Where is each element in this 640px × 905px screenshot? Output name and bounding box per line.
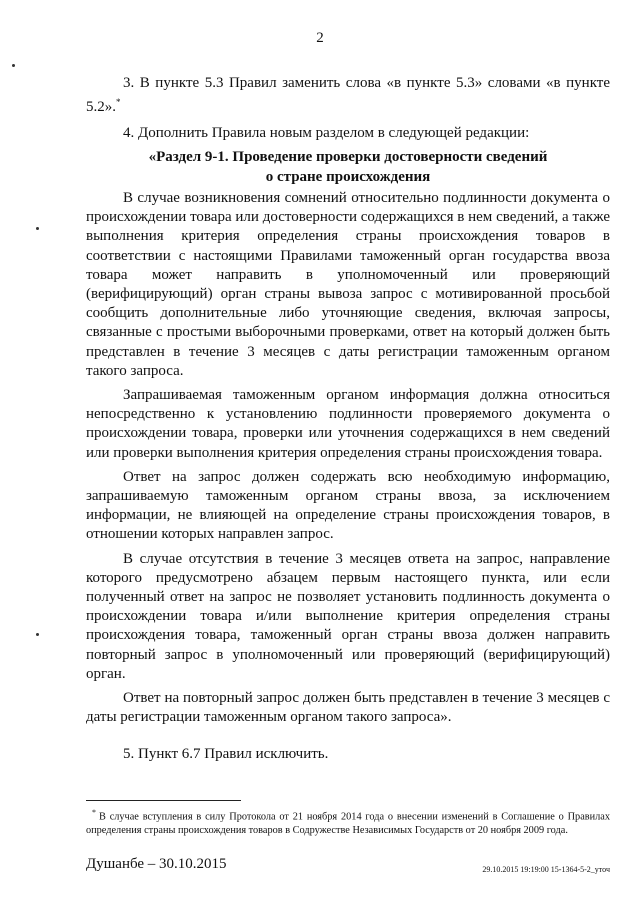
paragraph-3: Ответ на запрос должен содержать всю необходимую информацию, запрашиваемую таможенным органом страны ввоза, за исключением информации, не влияющей на определение страны происхождения товаров, в отношении которых направлен запрос. [86, 468, 610, 543]
footnote-mark: * [92, 808, 96, 817]
page-number: 2 [316, 30, 324, 46]
footnote [86, 806, 610, 837]
scan-speck [36, 633, 39, 636]
item-5 [86, 745, 610, 764]
paragraph-5: Ответ на повторный запрос должен быть представлен в течение 3 месяцев с даты регистрации таможенным органом такого запроса». [86, 690, 610, 726]
scan-speck [36, 227, 39, 230]
item-4 [86, 124, 610, 143]
item-4-text: 4. Дополнить Правила новым разделом в следующей редакции: [123, 125, 530, 141]
section-body [86, 189, 610, 727]
footer-doc-code: 29.10.2015 19:19:00 15-1364-5-2_уточ [482, 865, 610, 874]
footnote-reference: * [116, 97, 121, 108]
paragraph-2: Запрашиваемая таможенным органом информация должна относиться непосредственно к установлению подлинности проверяемого документа о происхождении товара, проверки или уточнения содержащихся в нем сведений или проверки выполнения критерия определения страны происхождения товара. [86, 387, 610, 461]
section-title-line-1: «Раздел 9-1. Проведение проверки достоверности сведений [148, 149, 548, 165]
footnote-divider [86, 800, 241, 801]
footnote-text: В случае вступления в силу Протокола от 21 ноября 2014 года о внесении изменений в Соглашение о Правилах определения страны происхождения товаров в Содружестве Независимых Государств от 20 ноября 2009 года. [86, 811, 610, 836]
item-5-text: 5. Пункт 6.7 Правил исключить. [123, 746, 329, 762]
paragraph-4: В случае отсутствия в течение 3 месяцев ответа на запрос, направление которого предусмотрено абзацем первым настоящего пункта, или если полученный ответ на запрос не позволяет установить подлинность документа о происхождении товара и/или выполнение критерия определения страны происхождения товара, таможенный орган страны ввоза должен направить повторный запрос в уполномоченный или проверяющий (верифицирующий) орган. [86, 550, 610, 682]
section-title [86, 148, 610, 187]
paragraph-1: В случае возникновения сомнений относительно подлинности документа о происхождении товара или достоверности содержащихся в нем сведений, а также выполнения критерия определения страны происхождения товаров в соответствии с настоящими Правилами таможенный орган государства ввоза товара может направить в уполномоченный или проверяющий (верифицирующий) орган страны вывоза запрос с мотивированной просьбой сообщить дополнительные либо уточняющие сведения, включая запросы, связанные с простыми выборочными проверками, ответ на который должен быть представлен в течение 3 месяцев с даты регистрации таможенным органом такого запроса. [86, 190, 610, 379]
section-title-line-2: о стране происхождения [265, 168, 431, 185]
scan-speck [12, 64, 15, 67]
item-3 [86, 74, 610, 117]
item-3-text: 3. В пункте 5.3 Правил заменить слова «в пункте 5.3» словами «в пункте 5.2». [86, 75, 610, 116]
footer-place-date: Душанбе – 30.10.2015 [86, 856, 227, 872]
